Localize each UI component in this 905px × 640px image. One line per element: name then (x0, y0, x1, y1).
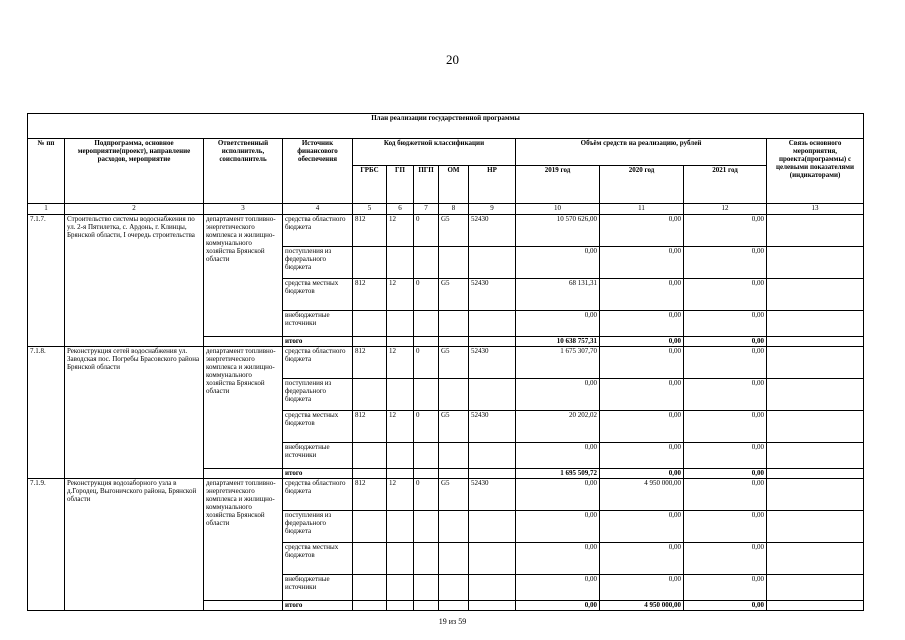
header-row (28, 139, 864, 166)
row-amount-y2020: 4 950 000,00 (600, 601, 684, 611)
row-code-pgp (414, 469, 439, 479)
row-source: средства областного бюджета (283, 347, 353, 379)
row-code-om (439, 575, 469, 601)
row-code-grbs (353, 311, 387, 337)
row-code-om: G5 (439, 479, 469, 511)
row-amount-y2019: 0,00 (516, 511, 600, 543)
row-amount-y2021: 0,00 (684, 469, 767, 479)
row-source: средства областного бюджета (283, 479, 353, 511)
row-number: 7.1.9. (28, 479, 65, 611)
row-code-pgp (414, 601, 439, 611)
row-code-pgp (414, 511, 439, 543)
row-code-pgp: 0 (414, 479, 439, 511)
row-code-pgp (414, 443, 439, 469)
row-code-om: G5 (439, 215, 469, 247)
table-title-row (28, 114, 864, 139)
row-code-gp (387, 311, 414, 337)
header-om: ОМ (439, 166, 469, 204)
row-source: внебюджетные источники (283, 443, 353, 469)
row-link (767, 379, 864, 411)
row-amount-y2020: 0,00 (600, 379, 684, 411)
row-code-nr (469, 311, 516, 337)
row-link (767, 247, 864, 279)
table-title: План реализации государственной программы (28, 114, 864, 139)
table-row (28, 479, 864, 511)
row-code-om (439, 543, 469, 575)
row-amount-y2021: 0,00 (684, 479, 767, 511)
row-link (767, 279, 864, 311)
row-executor: департамент топливно-энергетического комплекса и жилищно-коммунального хозяйства Брянской области (204, 479, 283, 601)
row-code-gp (387, 379, 414, 411)
row-amount-y2019: 0,00 (516, 379, 600, 411)
header-volume: Объём средств на реализацию, рублей (516, 139, 767, 166)
row-amount-y2021: 0,00 (684, 337, 767, 347)
col-number: 3 (204, 204, 283, 215)
row-amount-y2021: 0,00 (684, 279, 767, 311)
row-code-nr (469, 247, 516, 279)
row-amount-y2021: 0,00 (684, 511, 767, 543)
row-code-gp (387, 443, 414, 469)
row-executor: департамент топливно-энергетического комплекса и жилищно-коммунального хозяйства Брянской области (204, 215, 283, 337)
row-code-grbs: 812 (353, 411, 387, 443)
page-footer: 19 из 59 (438, 617, 467, 626)
row-amount-y2019: 20 202,02 (516, 411, 600, 443)
row-amount-y2020: 4 950 000,00 (600, 479, 684, 511)
row-code-nr (469, 511, 516, 543)
row-code-nr: 52430 (469, 347, 516, 379)
row-number: 7.1.7. (28, 215, 65, 347)
row-code-pgp (414, 247, 439, 279)
row-link (767, 543, 864, 575)
row-amount-y2020: 0,00 (600, 337, 684, 347)
row-code-grbs (353, 575, 387, 601)
row-link (767, 479, 864, 511)
row-code-grbs (353, 601, 387, 611)
row-source: итого (283, 469, 353, 479)
row-code-gp (387, 543, 414, 575)
row-code-pgp: 0 (414, 215, 439, 247)
row-code-grbs: 812 (353, 479, 387, 511)
row-amount-y2019: 0,00 (516, 443, 600, 469)
row-amount-y2021: 0,00 (684, 247, 767, 279)
table-row (28, 215, 864, 247)
column-numbers-row (28, 204, 864, 215)
row-link (767, 347, 864, 379)
row-amount-y2019: 1 675 307,70 (516, 347, 600, 379)
row-code-grbs: 812 (353, 215, 387, 247)
row-source: итого (283, 337, 353, 347)
row-amount-y2019: 0,00 (516, 543, 600, 575)
header-executor: Ответственный исполнитель, соисполнитель (204, 139, 283, 204)
row-amount-y2020: 0,00 (600, 443, 684, 469)
row-amount-y2019: 0,00 (516, 601, 600, 611)
row-event-name: Реконструкция сетей водоснабжения ул. Заводская пос. Погребы Брасовского района Брянской области (65, 347, 204, 479)
row-code-nr (469, 379, 516, 411)
row-source: средства областного бюджета (283, 215, 353, 247)
page-number: 20 (446, 52, 459, 67)
row-link (767, 469, 864, 479)
row-amount-y2019: 10 638 757,31 (516, 337, 600, 347)
row-source: поступления из федерального бюджета (283, 511, 353, 543)
row-link (767, 311, 864, 337)
row-link (767, 443, 864, 469)
row-code-gp (387, 247, 414, 279)
row-code-gp: 12 (387, 411, 414, 443)
row-code-nr (469, 601, 516, 611)
row-code-pgp (414, 311, 439, 337)
row-code-nr (469, 543, 516, 575)
row-code-gp (387, 575, 414, 601)
row-link (767, 337, 864, 347)
row-amount-y2019: 0,00 (516, 247, 600, 279)
col-number: 5 (353, 204, 387, 215)
row-amount-y2019: 10 570 626,00 (516, 215, 600, 247)
row-code-grbs: 812 (353, 279, 387, 311)
row-event-name: Строительство системы водоснабжения по ул. 2-я Пятилетка, с. Ардонь, г. Клинцы, Брянской области, I очередь строительства (65, 215, 204, 347)
row-source: поступления из федерального бюджета (283, 247, 353, 279)
row-source: внебюджетные источники (283, 311, 353, 337)
row-code-grbs (353, 469, 387, 479)
row-amount-y2020: 0,00 (600, 347, 684, 379)
header-source: Источник финансового обеспечения (283, 139, 353, 204)
col-number: 2 (65, 204, 204, 215)
col-number: 12 (684, 204, 767, 215)
row-code-pgp (414, 543, 439, 575)
row-executor-empty (204, 337, 283, 347)
row-code-om: G5 (439, 347, 469, 379)
row-code-grbs (353, 511, 387, 543)
col-number: 9 (469, 204, 516, 215)
row-code-nr (469, 443, 516, 469)
row-code-gp: 12 (387, 347, 414, 379)
row-code-grbs (353, 443, 387, 469)
row-code-gp (387, 511, 414, 543)
row-code-gp (387, 469, 414, 479)
row-amount-y2020: 0,00 (600, 247, 684, 279)
row-link (767, 215, 864, 247)
header-link: Связь основного мероприятия, проекта(программы) с целевыми показателями (индикаторами) (767, 139, 864, 204)
row-code-gp: 12 (387, 479, 414, 511)
row-number: 7.1.8. (28, 347, 65, 479)
row-code-grbs (353, 379, 387, 411)
row-code-om: G5 (439, 411, 469, 443)
row-code-pgp (414, 337, 439, 347)
col-number: 10 (516, 204, 600, 215)
header-pgp: ПГП (414, 166, 439, 204)
row-code-nr (469, 337, 516, 347)
row-code-nr: 52430 (469, 279, 516, 311)
row-link (767, 575, 864, 601)
col-number: 11 (600, 204, 684, 215)
row-code-om (439, 469, 469, 479)
row-amount-y2019: 1 695 509,72 (516, 469, 600, 479)
row-executor-empty (204, 469, 283, 479)
row-code-om (439, 601, 469, 611)
row-code-gp: 12 (387, 279, 414, 311)
row-code-gp (387, 601, 414, 611)
row-source: внебюджетные источники (283, 575, 353, 601)
row-amount-y2021: 0,00 (684, 311, 767, 337)
col-number: 1 (28, 204, 65, 215)
row-amount-y2021: 0,00 (684, 411, 767, 443)
row-source: поступления из федерального бюджета (283, 379, 353, 411)
row-amount-y2020: 0,00 (600, 311, 684, 337)
row-link (767, 411, 864, 443)
row-code-om (439, 443, 469, 469)
header-2020: 2020 год (600, 166, 684, 204)
row-amount-y2020: 0,00 (600, 511, 684, 543)
row-amount-y2019: 0,00 (516, 311, 600, 337)
row-source: итого (283, 601, 353, 611)
row-amount-y2019: 68 131,31 (516, 279, 600, 311)
header-2019: 2019 год (516, 166, 600, 204)
row-code-gp (387, 337, 414, 347)
row-code-om (439, 511, 469, 543)
row-amount-y2020: 0,00 (600, 469, 684, 479)
header-num: № пп (28, 139, 65, 204)
row-code-om (439, 379, 469, 411)
row-amount-y2021: 0,00 (684, 215, 767, 247)
row-code-nr (469, 575, 516, 601)
row-amount-y2021: 0,00 (684, 347, 767, 379)
row-amount-y2021: 0,00 (684, 543, 767, 575)
col-number: 4 (283, 204, 353, 215)
row-code-grbs (353, 247, 387, 279)
row-source: средства местных бюджетов (283, 411, 353, 443)
col-number: 6 (387, 204, 414, 215)
row-code-grbs (353, 543, 387, 575)
row-code-grbs (353, 337, 387, 347)
row-code-om (439, 311, 469, 337)
col-number: 8 (439, 204, 469, 215)
header-gp: ГП (387, 166, 414, 204)
row-amount-y2020: 0,00 (600, 411, 684, 443)
row-event-name: Реконструкция водозаборного узла в д.Городец, Выгоничского района, Брянской области (65, 479, 204, 611)
table-row (28, 347, 864, 379)
header-name: Подпрограмма, основное мероприятие(проект), направление расходов, мероприятие (65, 139, 204, 204)
row-code-nr: 52430 (469, 479, 516, 511)
row-amount-y2021: 0,00 (684, 379, 767, 411)
row-code-grbs: 812 (353, 347, 387, 379)
row-executor: департамент топливно-энергетического комплекса и жилищно-коммунального хозяйства Брянской области (204, 347, 283, 469)
row-executor-empty (204, 601, 283, 611)
row-code-gp: 12 (387, 215, 414, 247)
row-code-pgp: 0 (414, 411, 439, 443)
row-code-om (439, 247, 469, 279)
row-code-om: G5 (439, 279, 469, 311)
row-amount-y2020: 0,00 (600, 575, 684, 601)
row-amount-y2020: 0,00 (600, 279, 684, 311)
header-2021: 2021 год (684, 166, 767, 204)
row-code-pgp: 0 (414, 279, 439, 311)
row-amount-y2021: 0,00 (684, 575, 767, 601)
col-number: 7 (414, 204, 439, 215)
row-code-pgp: 0 (414, 347, 439, 379)
row-code-nr: 52430 (469, 411, 516, 443)
header-grbs: ГРБС (353, 166, 387, 204)
row-link (767, 511, 864, 543)
row-code-om (439, 337, 469, 347)
row-amount-y2020: 0,00 (600, 215, 684, 247)
row-amount-y2021: 0,00 (684, 443, 767, 469)
header-budget-code: Код бюджетной классификации (353, 139, 516, 166)
row-code-nr: 52430 (469, 215, 516, 247)
row-amount-y2020: 0,00 (600, 543, 684, 575)
row-source: средства местных бюджетов (283, 543, 353, 575)
row-code-nr (469, 469, 516, 479)
row-code-pgp (414, 379, 439, 411)
row-link (767, 601, 864, 611)
program-plan-table (27, 113, 864, 611)
row-source: средства местных бюджетов (283, 279, 353, 311)
row-amount-y2019: 0,00 (516, 575, 600, 601)
row-amount-y2021: 0,00 (684, 601, 767, 611)
col-number: 13 (767, 204, 864, 215)
header-nr: НР (469, 166, 516, 204)
row-code-pgp (414, 575, 439, 601)
row-amount-y2019: 0,00 (516, 479, 600, 511)
